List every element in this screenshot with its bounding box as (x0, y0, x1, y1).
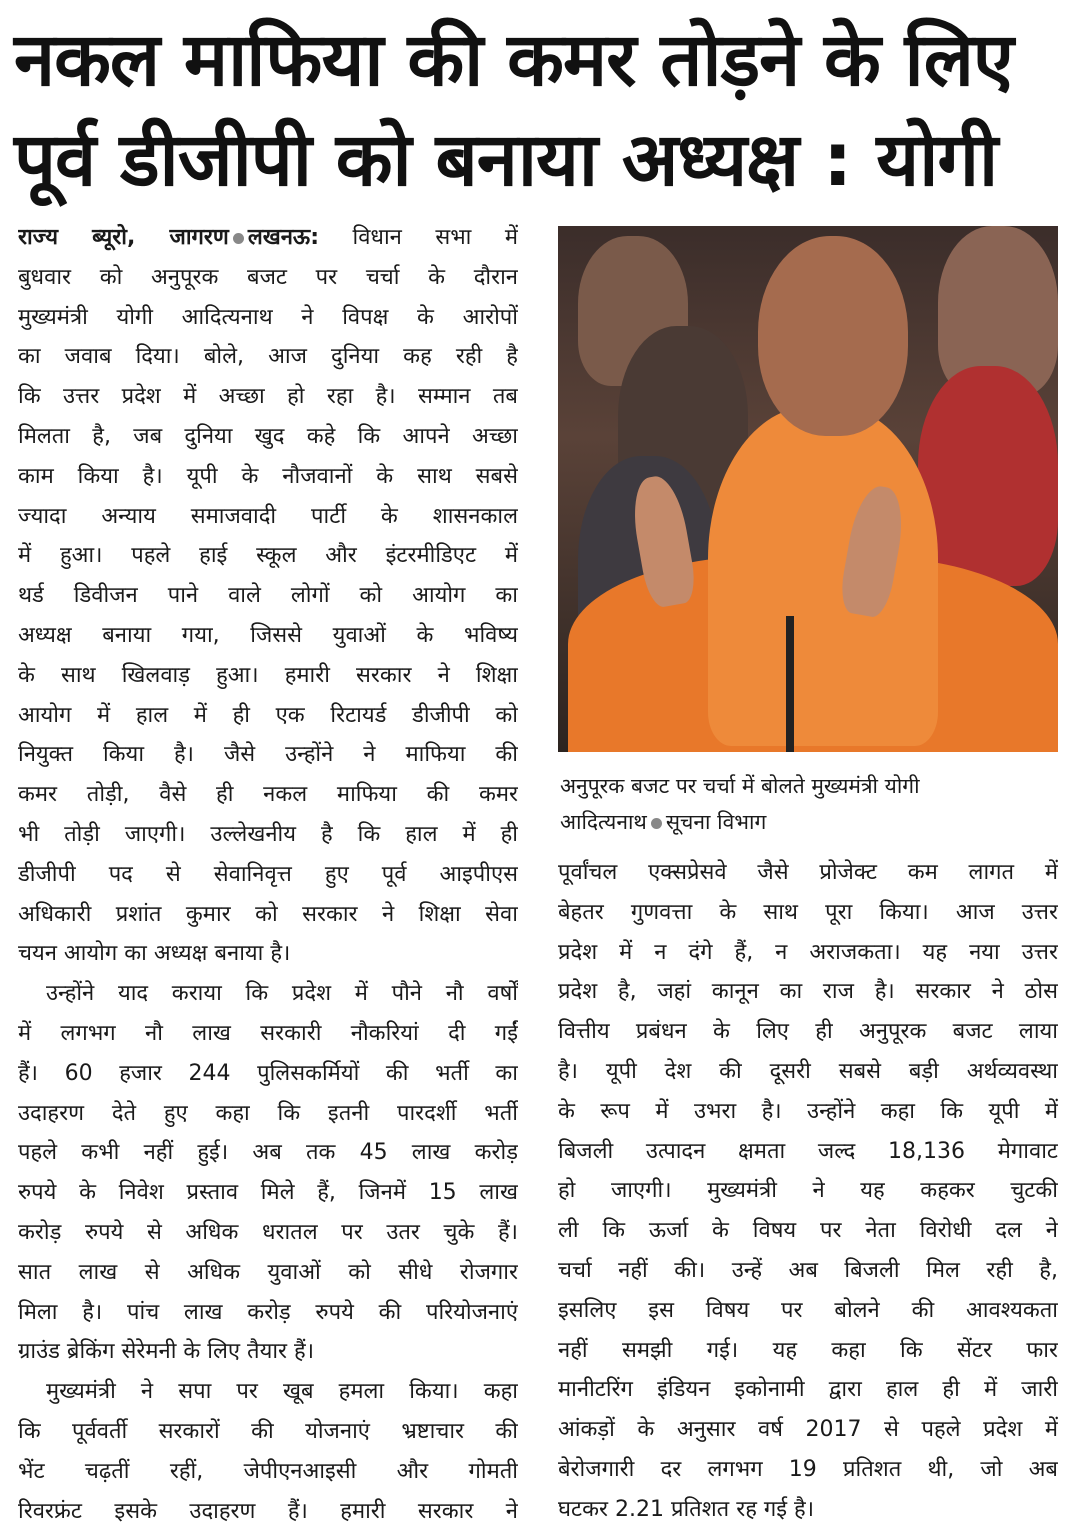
article-line: चर्चा नहीं की। उन्हें अब बिजली मिल रही है, (558, 1251, 1058, 1291)
article-line: रिवरफ्रंट इसके उदाहरण हैं। हमारी सरकार ने (18, 1492, 518, 1531)
article-line: का जवाब दिया। बोले, आज दुनिया कह रही है (18, 337, 518, 377)
article-line: भी तोड़ी जाएगी। उल्लेखनीय है कि हाल में ही (18, 815, 518, 855)
photo-credit: सूचना विभाग (666, 810, 766, 834)
article-line: है। यूपी देश की दूसरी सबसे बड़ी अर्थव्यवस्था (558, 1052, 1058, 1092)
article-line: में हुआ। पहले हाई स्कूल और इंटरमीडिएट में (18, 536, 518, 576)
article-line: प्रदेश में न दंगे हैं, न अराजकता। यह नया उत्तर (558, 933, 1058, 973)
article-line: बिजली उत्पादन क्षमता जल्द 18,136 मेगावाट (558, 1132, 1058, 1172)
article-line: वित्तीय प्रबंधन के लिए ही अनुपूरक बजट लाया (558, 1012, 1058, 1052)
bullet-icon (233, 233, 244, 244)
article-line: अध्यक्ष बनाया गया, जिससे युवाओं के भविष्य (18, 616, 518, 656)
article-line: सात लाख से अधिक युवाओं को सीधे रोजगार (18, 1253, 518, 1293)
article-line: पहले कभी नहीं हुई। अब तक 45 लाख करोड़ (18, 1133, 518, 1173)
article-line: करोड़ रुपये से अधिक धरातल पर उतर चुके हैं। (18, 1213, 518, 1253)
article-line: ग्राउंड ब्रेकिंग सेरेमनी के लिए तैयार हैं। (18, 1332, 518, 1372)
article-line: कमर तोड़ी, वैसे ही नकल माफिया की कमर (18, 775, 518, 815)
article-line: हैं। 60 हजार 244 पुलिसकर्मियों की भर्ती का (18, 1054, 518, 1094)
article-line: आयोग में हाल में ही एक रिटायर्ड डीजीपी को (18, 696, 518, 736)
article-line: अधिकारी प्रशांत कुमार को सरकार ने शिक्षा सेवा (18, 895, 518, 935)
article-line: बेरोजगारी दर लगभग 19 प्रतिशत थी, जो अब (558, 1450, 1058, 1490)
article-line: मुख्यमंत्री योगी आदित्यनाथ ने विपक्ष के आरोपों (18, 298, 518, 338)
byline-bureau: राज्य ब्यूरो, जागरण (18, 225, 229, 250)
article-line: नियुक्त किया है। जैसे उन्होंने ने माफिया की (18, 735, 518, 775)
article-line: के रूप में उभरा है। उन्होंने कहा कि यूपी में (558, 1092, 1058, 1132)
bullet-icon (651, 818, 662, 829)
article-text: विधान सभा में (353, 225, 519, 250)
byline-city: लखनऊ: (248, 225, 319, 250)
article-line: आंकड़ों के अनुसार वर्ष 2017 से पहले प्रदेश में (558, 1410, 1058, 1450)
headline-line-1: नकल माफिया की कमर तोड़ने के लिए (14, 10, 1074, 110)
article-line: काम किया है। यूपी के नौजवानों के साथ सबसे (18, 457, 518, 497)
article-line: उन्होंने याद कराया कि प्रदेश में पौने नौ वर्षों (18, 974, 518, 1014)
caption-line-2 (560, 804, 1060, 840)
byline-line (18, 218, 518, 258)
caption-line-1: अनुपूरक बजट पर चर्चा में बोलते मुख्यमंत्री योगी (560, 768, 1060, 804)
article-line: मानीटरिंग इंडियन इकोनामी द्वारा हाल ही में जारी (558, 1370, 1058, 1410)
article-line: डीजीपी पद से सेवानिवृत्त हुए पूर्व आइपीएस (18, 855, 518, 895)
article-line: के साथ खिलवाड़ हुआ। हमारी सरकार ने शिक्षा (18, 656, 518, 696)
article-line: थर्ड डिवीजन पाने वाले लोगों को आयोग का (18, 576, 518, 616)
article-line: में लगभग नौ लाख सरकारी नौकरियां दी गईं (18, 1014, 518, 1054)
article-line: हो जाएगी। मुख्यमंत्री ने यह कहकर चुटकी (558, 1171, 1058, 1211)
article-line: प्रदेश है, जहां कानून का राज है। सरकार ने ठोस (558, 972, 1058, 1012)
article-line: भेंट चढ़तीं रहीं, जेपीएनआइसी और गोमती (18, 1452, 518, 1492)
article-line: पूर्वांचल एक्सप्रेसवे जैसे प्रोजेक्ट कम लागत में (558, 853, 1058, 893)
right-column (558, 853, 1058, 1530)
article-line: मुख्यमंत्री ने सपा पर खूब हमला किया। कहा (18, 1372, 518, 1412)
article-line: ज्यादा अन्याय समाजवादी पार्टी के शासनकाल (18, 497, 518, 537)
article-line: रुपये के निवेश प्रस्ताव मिले हैं, जिनमें 15 लाख (18, 1173, 518, 1213)
article-line: मिला है। पांच लाख करोड़ रुपये की परियोजनाएं (18, 1293, 518, 1333)
article-line: उदाहरण देते हुए कहा कि इतनी पारदर्शी भर्ती (18, 1094, 518, 1134)
article-line: बुधवार को अनुपूरक बजट पर चर्चा के दौरान (18, 258, 518, 298)
article-line: चयन आयोग का अध्यक्ष बनाया है। (18, 934, 518, 974)
article-line: इसलिए इस विषय पर बोलने की आवश्यकता (558, 1291, 1058, 1331)
article-line: कि पूर्ववर्ती सरकारों की योजनाएं भ्रष्टाचार की (18, 1412, 518, 1452)
left-column (18, 218, 518, 1531)
news-photo (558, 226, 1058, 752)
article-line: ली कि ऊर्जा के विषय पर नेता विरोधी दल ने (558, 1211, 1058, 1251)
article-line: नहीं समझी गई। यह कहा कि सेंटर फार (558, 1331, 1058, 1371)
caption-name: आदित्यनाथ (560, 810, 647, 834)
photo-caption (560, 768, 1060, 840)
article-line: मिलता है, जब दुनिया खुद कहे कि आपने अच्छा (18, 417, 518, 457)
headline-line-2: पूर्व डीजीपी को बनाया अध्यक्ष : योगी (14, 110, 1074, 210)
article-line: बेहतर गुणवत्ता के साथ पूरा किया। आज उत्तर (558, 893, 1058, 933)
article-line: कि उत्तर प्रदेश में अच्छा हो रहा है। सम्मान तब (18, 377, 518, 417)
article-line: घटकर 2.21 प्रतिशत रह गई है। (558, 1490, 1058, 1530)
